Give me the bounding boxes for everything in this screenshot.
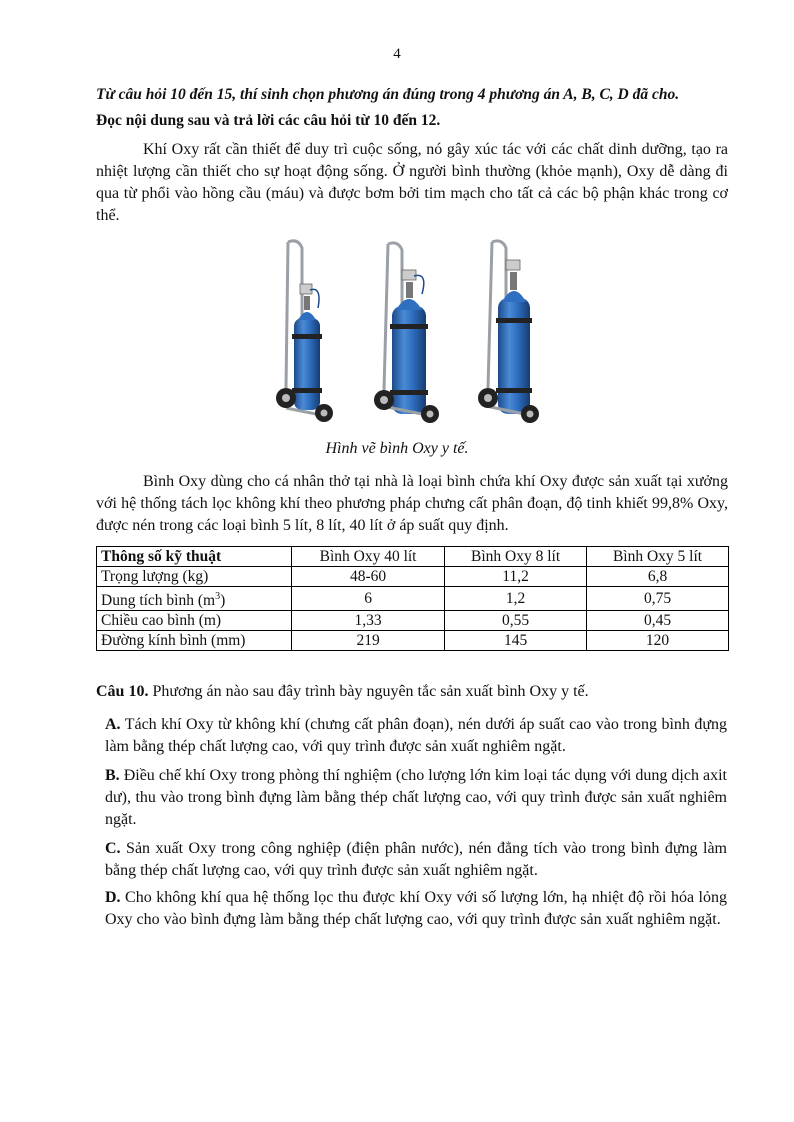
row-label: Đường kính bình (mm)	[97, 631, 292, 651]
instruction-reading: Đọc nội dung sau và trả lời các câu hỏi từ 10 đến 12.	[96, 112, 441, 129]
oxygen-cylinder-3	[478, 241, 539, 423]
row-label: Chiều cao bình (m)	[97, 611, 292, 631]
table-cell: 48-60	[292, 567, 445, 587]
table-row	[97, 567, 729, 587]
table-cell: 1,33	[292, 611, 445, 631]
instruction-multiple-choice: Từ câu hỏi 10 đến 15, thí sinh chọn phương án đúng trong 4 phương án A, B, C, D đã cho.	[96, 86, 680, 103]
option-letter: A.	[105, 716, 121, 733]
table-cell: 120	[587, 631, 729, 651]
table-cell: 1,2	[445, 587, 587, 611]
option-c	[105, 838, 727, 882]
header-cell: Bình Oxy 40 lít	[292, 547, 445, 567]
table-row	[97, 631, 729, 651]
oxygen-cylinder-1	[276, 241, 333, 422]
table-cell: 11,2	[445, 567, 587, 587]
option-b	[105, 765, 727, 831]
unit-superscript: 3	[215, 591, 221, 602]
oxygen-cylinder-2	[374, 243, 439, 423]
option-d	[105, 887, 727, 931]
option-text: Tách khí Oxy từ không khí (chưng cất phân đoạn), nén dưới áp suất cao vào trong bình đựng làm bằng thép chất lượng cao, với quy trình được sản xuất nghiêm ngặt.	[105, 716, 727, 755]
row-label: Dung tích bình $(m^3)$	[97, 587, 292, 611]
option-a	[105, 714, 727, 758]
table-cell: 6	[292, 587, 445, 611]
header-cell: Thông số kỹ thuật	[97, 547, 292, 567]
option-letter: C.	[105, 840, 121, 857]
description-paragraph: Bình Oxy dùng cho cá nhân thở tại nhà là loại bình chứa khí Oxy được sản xuất tại xưởng với hệ thống tách lọc không khí theo phương pháp chưng cất phân đoạn, độ tinh khiết 99,8% Oxy, được nén trong các loại bình 5 lít, 8 lít, 40 lít ở áp suất quy định.	[96, 473, 728, 534]
figure-caption: Hình vẽ bình Oxy y tế.	[325, 440, 469, 457]
table-cell: 0,75	[587, 587, 729, 611]
intro-paragraph: Khí Oxy rất cần thiết để duy trì cuộc sống, nó gây xúc tác với các chất dinh dưỡng, tạo ra nhiệt lượng cần thiết cho sự hoạt động sống. Ở người bình thường (khỏe mạnh), Oxy dễ dàng đi qua từ phổi vào hồng cầu (máu) và được bơm bởi tim mạch cho tất cả các bộ phận khác trong cơ thể.	[96, 141, 728, 224]
option-text: Cho không khí qua hệ thống lọc thu được khí Oxy với số lượng lớn, hạ nhiệt độ rồi hóa lỏng Oxy cho vào bình đựng làm bằng thép chất lượng cao, với quy trình được sản xuất nghiêm ngặt.	[105, 889, 727, 928]
question-text: Phương án nào sau đây trình bày nguyên tắc sản xuất bình Oxy y tế.	[148, 683, 589, 700]
option-letter: D.	[105, 889, 121, 906]
header-cell: Bình Oxy 5 lít	[587, 547, 729, 567]
table-cell: 6,8	[587, 567, 729, 587]
option-text: Điều chế khí Oxy trong phòng thí nghiệm (cho lượng lớn kim loại tác dụng với dung dịch axit dư), thu vào trong bình đựng làm bằng thép chất lượng cao, với quy trình được sản xuất nghiêm ngặt.	[105, 767, 727, 828]
page-number: 4	[393, 46, 401, 62]
table-header-row	[97, 547, 729, 567]
option-text: Sản xuất Oxy trong công nghiệp (điện phân nước), nén đẳng tích vào trong bình đựng làm bằng thép chất lượng cao, với quy trình được sản xuất nghiêm ngặt.	[105, 840, 727, 879]
header-cell: Bình Oxy 8 lít	[445, 547, 587, 567]
question-10	[96, 683, 589, 701]
table-cell: 145	[445, 631, 587, 651]
row-label: Trọng lượng (kg)	[97, 567, 292, 587]
oxygen-cylinders-figure	[262, 238, 542, 428]
table-row	[97, 611, 729, 631]
question-label: Câu 10.	[96, 683, 149, 700]
table-cell: 0,45	[587, 611, 729, 631]
table-cell: 0,55	[445, 611, 587, 631]
table-row	[97, 587, 729, 611]
table-cell: 219	[292, 631, 445, 651]
option-letter: B.	[105, 767, 120, 784]
specs-table	[96, 546, 729, 651]
